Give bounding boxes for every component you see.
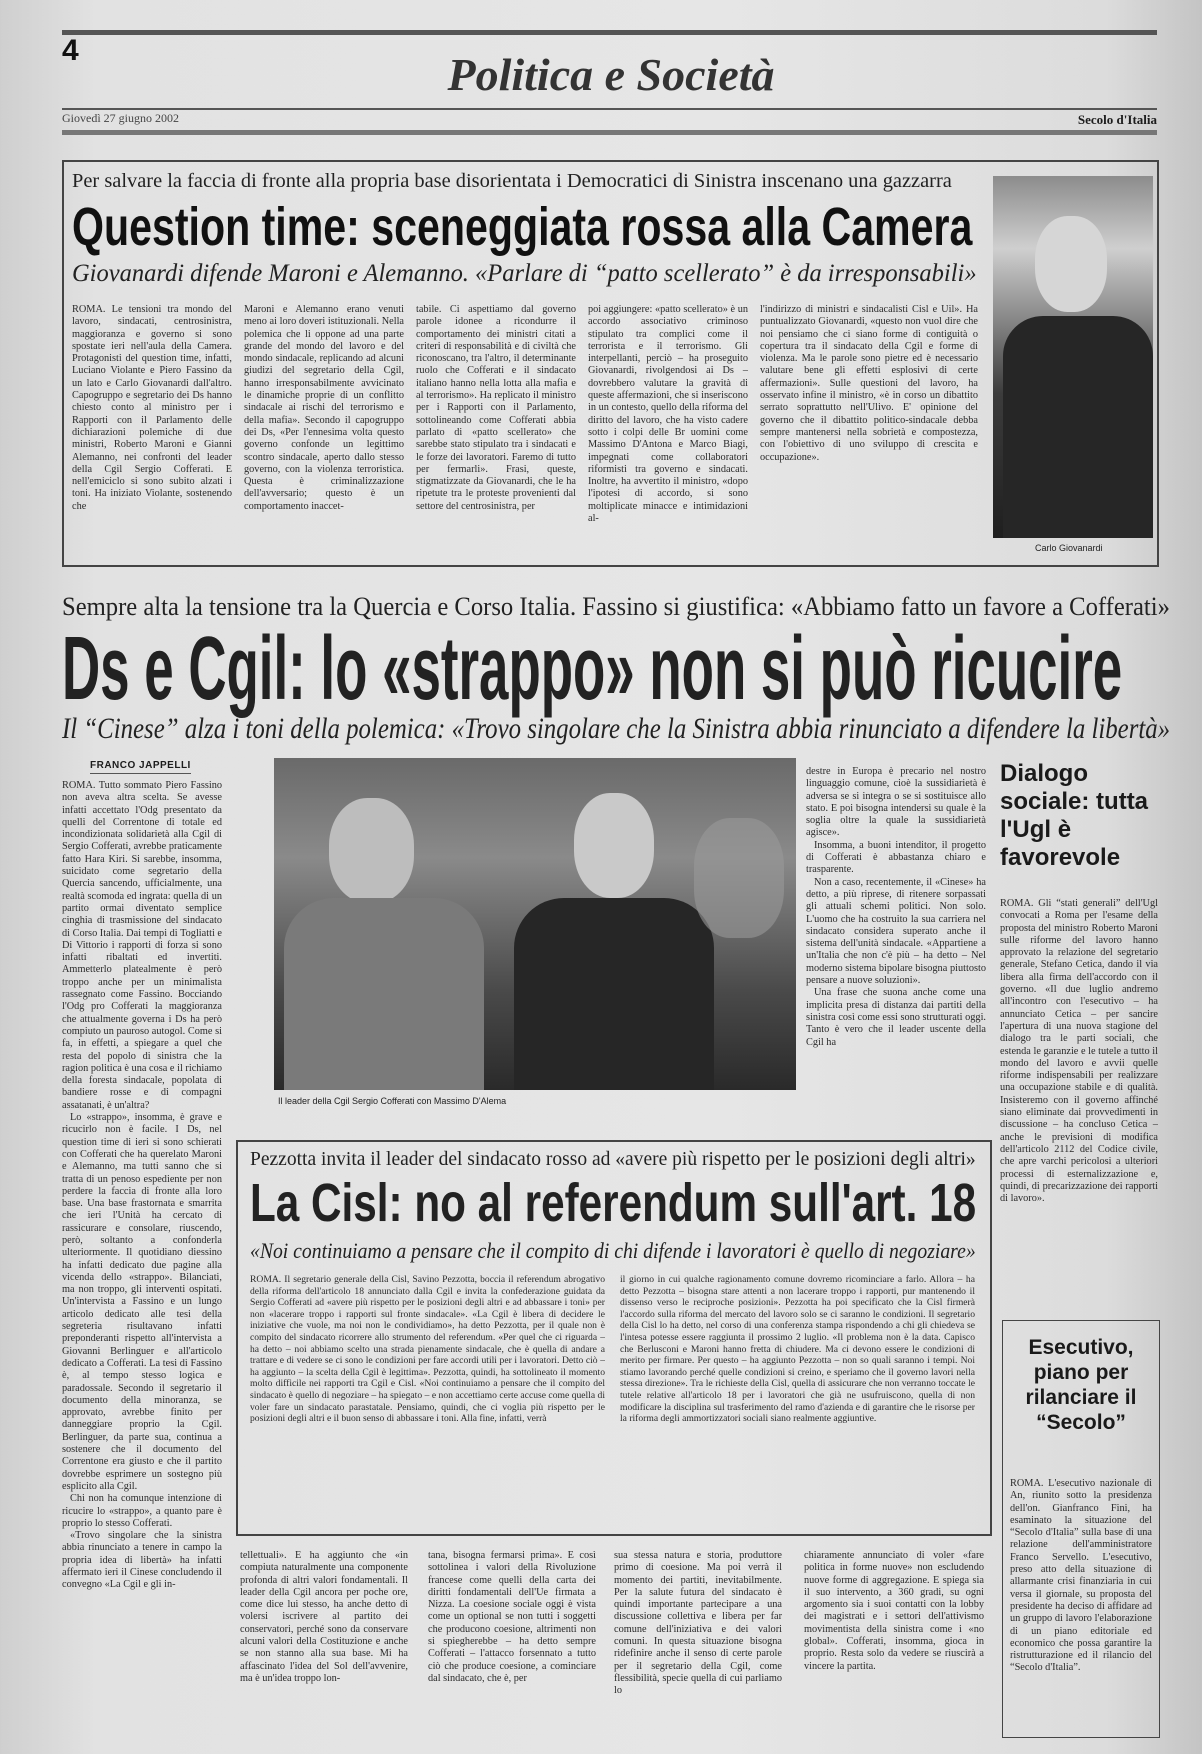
secolo-headline: Esecutivo, piano per rilanciare il “Secolo” [1025,1336,1137,1434]
article3-headline: La Cisl: no al referendum sull'art. 18 [250,1173,977,1233]
ugl-headline: Dialogo sociale: tutta l'Ugl è favorevole [1000,760,1149,871]
article2-bottom-col-4: chiaramente annunciato di voler «fare politica in forme nuove» non escludendo nuove forme di aggregazione. E spiega sia il suo intervento, a 360 gradi, su ogni argomento sia i suoi contatti con la lobby dei magistrati e i settori dell'attivismo movimentista della sinistra come i «no global». Cofferati, insomma, gioca in proprio. Resta solo da vedere se riuscirà a vincere la partita. [804,1550,984,1672]
secolo-body: ROMA. L'esecutivo nazionale di An, riunito sotto la presidenza dell'on. Gianfranco Fini, ha esaminato la situazione del “Secolo d'Italia” sulla base di una relazione dell'amministratore Franco Servello. L'esecutivo, preso atto della situazione di allarmante crisi finanziaria in cui versa il giornale, su proposta del presidente ha deciso di affidare ad un gruppo di lavoro l'elaborazione di un piano editoriale ed economico che possa garantire la ristrutturazione ed il rilancio del “Secolo d'Italia”. [1010,1478,1152,1674]
giovanardi-photo [993,176,1153,538]
person-left-head [329,798,414,903]
article3-col-2: il giorno in cui qualche ragionamento comune dovremo ricominciare a farlo. Allora – ha detto Pezzotta – bisogna stare attenti a non lacerare troppo i rapporti, pur mantenendo il dissenso verso le reciproche posizioni». Pezzotta ha poi specificato che la Cisl firmerà l'accordo sulla riforma del mercato del lavoro solo se ci saranno le condizioni. Il segretario della Cisl lo ha detto, nel corso di una conferenza stampa rispondendo a chi gli chiedeva se l'intesa potesse essere raggiunta il prossimo 2 luglio. «Il problema non è la data. Capisco che Berlusconi e Maroni hanno fretta di chiudere. Ma ci devono essere le condizioni di merito per firmare. Per questo – ha aggiunto Pezzotta – non so quali saranno i tempi. Noi stiamo lavorando perché quelle condizioni si creino, e speriamo che il governo lavori nella stessa direzione». Tra le richieste della Cisl, quella di assicurare che non verranno toccate le tutele relative all'articolo 18 per i lavoratori che già ne usufruiscono, quella di non modificare la disciplina sul trasferimento del ramo d'azienda e di garantire che le risorse per la riforma degli ammortizzatori sociali siano realmente aggiuntive. [620,1274,975,1425]
byline: FRANCO JAPPELLI [90,760,191,774]
article3-col-1: ROMA. Il segretario generale della Cisl, Savino Pezzotta, boccia il referendum abrogativo della riforma dell'articolo 18 annunciato dalla Cgil e invita la confederazione guidata da Sergio Cofferati ad «avere più rispetto per le posizioni degli altri e ad abbassare i toni» per non «lacerare troppo i rapporti sul fronte sindacale». «La Cgil è libera di decidere le iniziative che vuole, ma noi non le condividiamo», ha detto Pezzotta, per il quale non è compito del sindacato ricorrere allo strumento del referendum. «Per quel che ci riguarda – ha detto – noi abbiamo scelto una strada pienamente sindacale, che è quella di andare a trattare e di vedere se ci sono le condizioni per fare accordi utili per i lavoratori. Detto ciò – ha aggiunto – la scelta della Cgil è legittima». Pezzotta, quindi, ha sottolineato il momento molto difficile nei rapporti tra Cgil e Cisl. «Noi continuiamo a pensare che il compito del sindacato è quello di negoziare – ha spiegato – e non accettiamo certe accuse come quella di voler fare un sindacato parastatale. Pensiamo, quindi, che ci voglia più rispetto per le posizioni degli altri e il buon senso di abbassare i toni. Alla fine, infatti, verrà [250,1274,605,1425]
article3-subhead: «Noi continuiamo a pensare che il compito di chi difende i lavoratori è quello di negoziare» [250,1238,976,1263]
article2-left-column [62,780,222,1754]
article2-bottom-col-2: tana, bisogna fermarsi prima». E così sottolinea i valori della Rivoluzione francese come quelli della carta dei diritti fondamentali dell'Ue firmata a Nizza. La coesione sociale oggi è vista come un optional se non tutti i soggetti che producono coesione, altrimenti non si spiegherebbe – ha detto sempre Cofferati – l'attacco forsennato a tutto ciò che produce coesione, a cominciare dal sindacato, che è, per [428,1550,596,1684]
paragraph: Lo «strappo», insomma, è grave e ricucirlo non è facile. I Ds, nel question time di ieri si sono schierati con Cofferati che ha querelato Maroni e Alemanno, ma tutti sanno che si tratta di un penoso espediente per non perdere la faccia di fronte alla loro base. Una base frastornata e smarrita che ieri l'Unità ha cercato di rassicurare e consolare, riuscendo, però, soltanto a confonderla ulteriormente. Il quotidiano diessino ha infatti dedicato due pagine alla vicenda dello «strappo». Bilanciati, ma non troppo, gli interventi ospitati. Un'intervista a Fassino e un lungo articolo dedicato alle tesi della segreteria risultavano infatti preponderanti rispetto all'intervista a Giovanni Berlinguer e all'articolo dedicato a Cofferati. La tesi di Fassino è, al tempo stesso logica e paradossale. Secondo il segretario il documento della minoranza, se approvato, avrebbe finito per danneggiare proprio la Cgil. Berlinguer, da parte sua, continua a sostenere che il documento del Correntone era giusto e che il partito dovrebbe esprimere un sostegno più esplicito alla Cgil. [62,1112,222,1492]
article3-headline-wrap [250,1172,976,1234]
portrait-head [1035,216,1107,312]
article3-kicker: Pezzotta invita il leader del sindacato rosso ad «avere più rispetto per le posizioni degli altri» [250,1148,976,1170]
article3-subhead-wrap [250,1238,976,1264]
article1-kicker-wrap [72,170,952,193]
article2-headline: Ds e Cgil: lo «strappo» non si può ricucire [62,619,1123,719]
article2-bottom-col-1: tellettuali». E ha aggiunto che «in compiuta naturalmente una componente profonda di altri valori fondamentali. Il leader della Cgil ancora per poche ore, come dice lui stesso, ha anche detto di volersi iscrivere al partito dei conservatori, perché sono da conservare alcuni valori della Costituzione e anche se non stanno alla sua base. Mi ha affascinato l'idea del Sol dell'avvenire, ma è un'idea troppo lon- [240,1550,408,1684]
paragraph: destre in Europa è precario nel nostro linguaggio comune, cioè la sussidiarietà è adversa se si integra o se si sostituisce allo stato. E poi bisogna intendersi su quale è la soglia oltre la quale la sussidiarietà agisce». [806,766,986,839]
ugl-body: ROMA. Gli “stati generali” dell'Ugl convocati a Roma per l'esame della proposta del ministro Roberto Maroni sulle riforme del lavoro hanno approvato la relazione del segretario generale, Stefano Cetica, dando il via libera alla firma dell'accordo con il governo. «Il due luglio andremo all'incontro con l'esecutivo – ha annunciato Cetica – per sancire l'apertura di una nuova stagione del dialogo tra le parti sociali, che estenda le garanzie e le tutele a tutto il mondo del lavoro e avvii quelle riforme indispensabili per realizzare una occupazione stabile e di qualità. Insisteremo con il governo affinché siano eliminate dai provvedimenti in discussione – ha concluso Cetica – anche le previsioni di modifica dell'articolo 2112 del Codice civile, che apre varchi pericolosi a ulteriori processi di esternalizzazione e, quindi, di precarizzazione dei rapporti di lavoro». [1000,898,1158,1205]
article2-bottom-col-3: sua stessa natura e storia, produttore primo di coesione. Ma poi verrà il momento dei partiti, inevitabilmente. Per la salute futura del sindacato è quindi importante partecipare a una discussione collettiva e libera per far comune dell'iniziativa e dei valori comuni. In questa situazione bisogna ridefinire anche il senso di certe parole per il segretario della Cgil, come flessibilità, specie quella di cui parliamo lo [614,1550,782,1697]
masthead-bottom-rule [62,130,1157,135]
portrait-body [1003,316,1153,538]
cofferati-caption: Il leader della Cgil Sergio Cofferati con Massimo D'Alema [278,1096,507,1106]
person-right-head [574,793,654,898]
paragraph: «Trovo singolare che la sinistra abbia rinunciato a tenere in campo la propria idea di libertà» ha infatti affermato ieri il Cinese concludendo il convegno «La Cgil e gli in- [62,1530,222,1591]
article1-subhead: Giovanardi difende Maroni e Alemanno. «Parlare di “patto scellerato” è da irresponsabili» [72,260,977,287]
article2-kicker: Sempre alta la tensione tra la Quercia e Corso Italia. Fassino si giustifica: «Abbiamo fatto un favore a Cofferati» [62,592,1170,621]
article2-subhead-wrap [62,712,1170,746]
cofferati-dalema-photo [274,758,796,1090]
issue-date: Giovedì 27 giugno 2002 [62,111,179,125]
person-left-body [284,898,484,1090]
section-title: Politica e Società [447,49,775,100]
paragraph: Una frase che suona anche come una implicita presa di distanza dai partiti della sinistra così come essi sono strutturati oggi. Tanto è vero che il leader uscente della Cgil ha [806,987,986,1048]
article1-headline-wrap [72,196,972,258]
article1-col-4: poi aggiungere: «patto scellerato» è un accordo associativo criminoso stipulato tra complici come il terrorista e il terrorismo. Gli interpellanti, perciò – ha proseguito Giovanardi, rivolgendosi ai Ds – dovrebbero valutare la gravità di queste affermazioni, che si inseriscono in un contesto, quello della riforma del diritto del lavoro, che ha visto cadere sotto i colpi delle Br uomini come Massimo D'Antona e Marco Biagi, impegnati come collaboratori riformisti tra governo e sindacati. Inoltre, ha avvertito il ministro, «dopo l'ipotesi di accordo, si sono moltiplicate minacce e intimidazioni al- [588,304,748,525]
article3-kicker-wrap [250,1148,976,1171]
page-number: 4 [62,34,79,67]
article1-subhead-wrap [72,260,977,288]
newspaper-name: Secolo d'Italia [1077,112,1157,127]
article1-col-2: Maroni e Alemanno erano venuti meno ai loro doveri istituzionali. Nella polemica che li oppone ad una parte grande del mondo del lavoro e del mondo sindacale, replicando ad alcuni giudizi del segretario della Cgil, hanno irresponsabilmente avvicinato le dinamiche proprie di un conflitto sindacale ai rischi del terrorismo e della mafia». Secondo il capogruppo dei Ds, «Per l'ennesima volta questo governo confonde un legittimo scontro sindacale, aperto dallo stesso governo, con la violenza terroristica. Questa è criminalizzazione dell'avversario; questo è un comportamento inaccet- [244,304,404,512]
person-right-body [514,898,714,1090]
paragraph: Insomma, a buoni intenditor, il progetto di Cofferati è abbastanza chiaro e trasparente. [806,839,986,876]
date-rule [62,108,1157,110]
article1-col-3: tabile. Ci aspettiamo dal governo parole idonee a ricondurre il comportamento dei ministri citati a criteri di responsabilità e di civiltà che riconoscano, tra l'altro, il determinante ruolo che Cofferati e il sindacato italiano hanno nella lotta alla mafia e al terrorismo». Ha replicato il ministro per i Rapporti con il Parlamento, sottolineando come Cofferati abbia parlato di «patto scellerato» che sarebbe stato stipulato tra i sindacati e le forze dei lavoratori. Faremo di tutto per fermarli». Frasi, queste, stigmatizzate da Giovanardi, che le ha ripetute tra le proteste provenienti dal settore del centrosinistra, per [416,304,576,512]
article2-right-column [806,766,986,1132]
top-rule [62,30,1157,35]
paragraph: Non a caso, recentemente, il «Cinese» ha detto, a più riprese, di ritenere sorpassati gli attuali schemi politici. Non solo. L'uomo che ha costruito la sua carriera nel sindacato considera superato anche il sistema dell'unità sindacale. «Appartiene a un'Italia che non c'è più – ha detto – Nel moderno sistema bipolare bisogna piuttosto pensare a nuove soluzioni». [806,876,986,987]
background-audience [694,818,784,938]
paragraph: Chi non ha comunque intenzione di ricucire lo «strappo», a quanto pare è proprio lo stesso Cofferati. [62,1493,222,1529]
article1-col-5: l'indirizzo di ministri e sindacalisti Cisl e Uil». Ha puntualizzato Giovanardi, «questo non vuol dire che noi pensiamo che ci siano forme di contiguità o copertura tra il sindacato della Cgil e forme di violenza. Ma le parole sono pietre ed è necessario valutare bene gli effetti esplosivi di certe affermazioni». Sulle questioni del lavoro, ha osservato infine il ministro, «è in corso un dibattito serrato soprattutto nell'Ulivo. E' opinione del governo che il dibattito politico-sindacale debba sempre mantenersi nella sobrietà e compostezza, con l'obiettivo di uno sviluppo di crescita e occupazione». [760,304,978,463]
article1-kicker: Per salvare la faccia di fronte alla propria base disorientata i Democratici di Sinistra inscenano una gazzarra [72,170,952,192]
giovanardi-caption: Carlo Giovanardi [1035,543,1103,553]
article1-col-1: ROMA. Le tensioni tra mondo del lavoro, sindacati, centrosinistra, maggioranza e governo si sono spostate ieri nell'aula della Camera. Protagonisti del question time, infatti, Luciano Violante e Piero Fassino da un lato e Carlo Giovanardi dall'altro. Capogruppo e segretario dei Ds hanno chiesto conto al ministro per i Rapporti con il Parlamento delle dichiarazioni polemiche di due ministri, Roberto Maroni e Gianni Alemanno, nei confronti del leader della Cgil Sergio Cofferati. E nell'emiciclo si sono subito alzati i toni. Ha iniziato Violante, sostenendo che [72,304,232,512]
paragraph: ROMA. Tutto sommato Piero Fassino non aveva altra scelta. Se avesse infatti accettato l'Odg presentato da quelli del Correntone di totale ed incondizionata solidarietà alla Cgil di Sergio Cofferati, avrebbe praticamente fatto Hara Kiri. Si sarebbe, insomma, suicidato come segretario della Quercia sancendo, ufficialmente, una realtà scomoda ed ingrata: quella di un partito ormai diventato semplice cinghia di trasmissione del sindacato di Corso Italia. Dai tempi di Togliatti e Di Vittorio i rapporti di forza si sono infatti ribaltati ed invertiti. Ammetterlo platealmente è però troppo anche per un minimalista rassegnato come Fassino. Bocciando l'Odg pro Cofferati la maggioranza che attualmente governa i Ds ha però compiuto un pauroso autogol. Come si fa, in effetti, a spiegare a quel che resta del popolo di sinistra che la ragion politica è una cosa e il richiamo della foresta sindacale, popolata di bandiere rosse e di compagni assatanati, è un'altra? [62,780,222,1111]
article2-headline-wrap [62,618,1122,721]
article1-headline: Question time: sceneggiata rossa alla Camera [72,197,973,257]
article2-subhead: Il “Cinese” alza i toni della polemica: «Trovo singolare che la Sinistra abbia rinunciato a difendere la libertà» [62,712,1171,745]
